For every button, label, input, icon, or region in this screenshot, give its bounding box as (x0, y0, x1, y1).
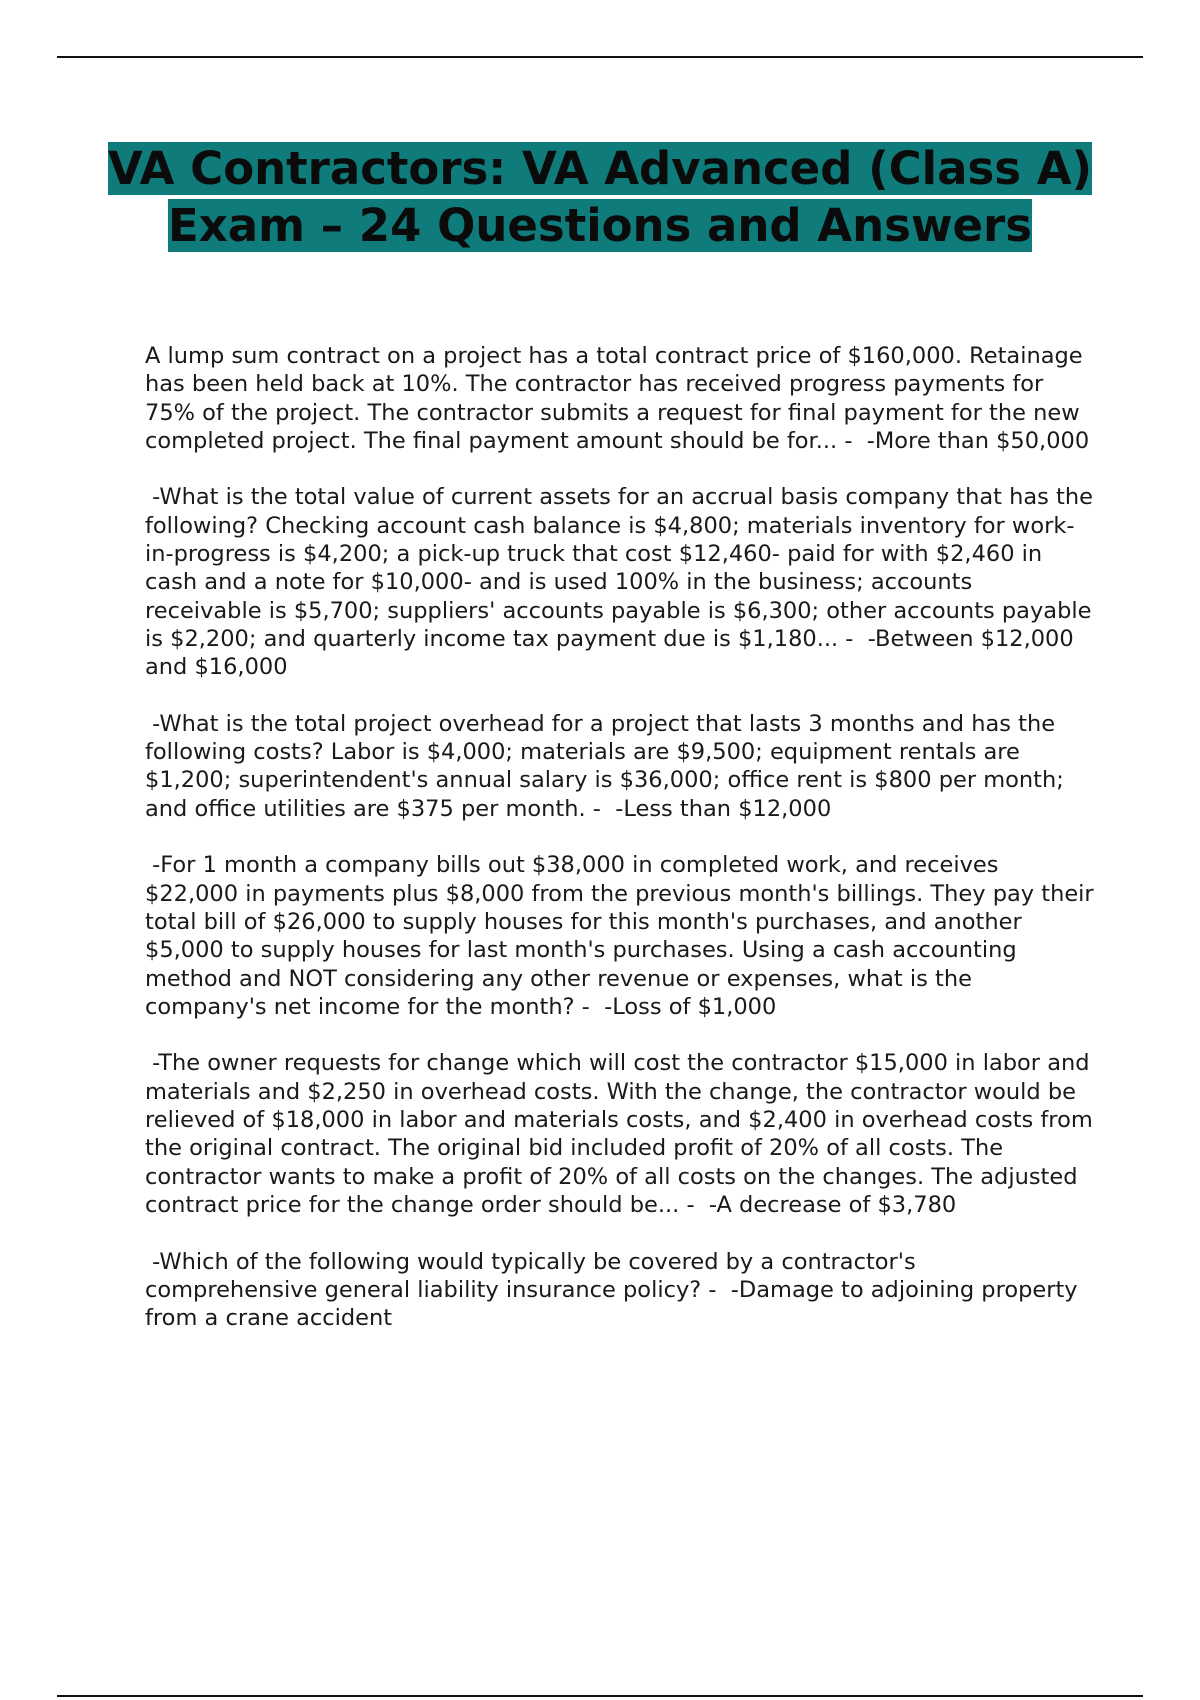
document-title: VA Contractors: VA Advanced (Class A) Exam – 24 Questions and Answers (107, 142, 1093, 252)
answer-text: -A decrease of $3,780 (701, 1191, 957, 1218)
qa-item (145, 342, 1095, 455)
answer-text: -Damage to adjoining property from a crane accident (145, 1276, 1085, 1332)
question-text: -For 1 month a company bills out $38,000 in completed work, and receives $22,000 in payments plus $8,000 from the previous month's billings. They pay their total bill of $26,000 to supply houses for this month's purchases, and another $5,000 to supply houses for last month's purchases. Using a cash accounting method and NOT considering any other revenue or expenses, what is the company's net income for the month? - (145, 852, 1101, 1020)
answer-text: -More than $50,000 (859, 427, 1090, 454)
question-text: -What is the total value of current assets for an accrual basis company that has the following? Checking account cash balance is $4,800; materials inventory for work-in-progress is $4,200; a pick-up truck that cost $12,460- paid for with $2,460 in cash and a note for $10,000- and is used 100% in the business; accounts receivable is $5,700; suppliers' accounts payable is $6,300; other accounts payable is $2,200; and quarterly income tax payment due is $1,180... - (145, 484, 1101, 652)
question-text: -What is the total project overhead for a project that lasts 3 months and has the following costs? Labor is $4,000; materials are $9,500; equipment rentals are $1,200; superintendent's annual salary is $36,000; office rent is $800 per month; and office utilities are $375 per month. - (145, 710, 1071, 822)
title-block (100, 140, 1100, 254)
question-text: -Which of the following would typically be covered by a contractor's comprehensive general liability insurance policy? - (145, 1248, 923, 1303)
question-text: -The owner requests for change which will cost the contractor $15,000 in labor and materials and $2,250 in overhead costs. With the change, the contractor would be relieved of $18,000 in labor and materials costs, and $2,400 in overhead costs from the original contract. The original bid included profit of 20% of all costs. The contractor wants to make a profit of 20% of all costs on the changes. The adjusted contract price for the change order should be... - (145, 1050, 1100, 1218)
qa-item (145, 1049, 1100, 1219)
bottom-rule (57, 1695, 1143, 1697)
qa-item (145, 710, 1095, 823)
question-text: A lump sum contract on a project has a total contract price of $160,000. Retainage has been held back at 10%. The contractor has received progress payments for 75% of the project. The contractor submits a request for final payment for the new completed project. The final payment amount should be for... - (145, 343, 1090, 454)
answer-text: -Loss of $1,000 (596, 993, 777, 1020)
qa-item (145, 483, 1101, 681)
top-rule (57, 56, 1143, 58)
qa-list (145, 342, 1101, 1361)
answer-text: -Less than $12,000 (608, 795, 832, 822)
qa-item (145, 851, 1101, 1021)
qa-item (145, 1248, 1095, 1333)
answer-text: -Between $12,000 and $16,000 (145, 625, 1081, 681)
